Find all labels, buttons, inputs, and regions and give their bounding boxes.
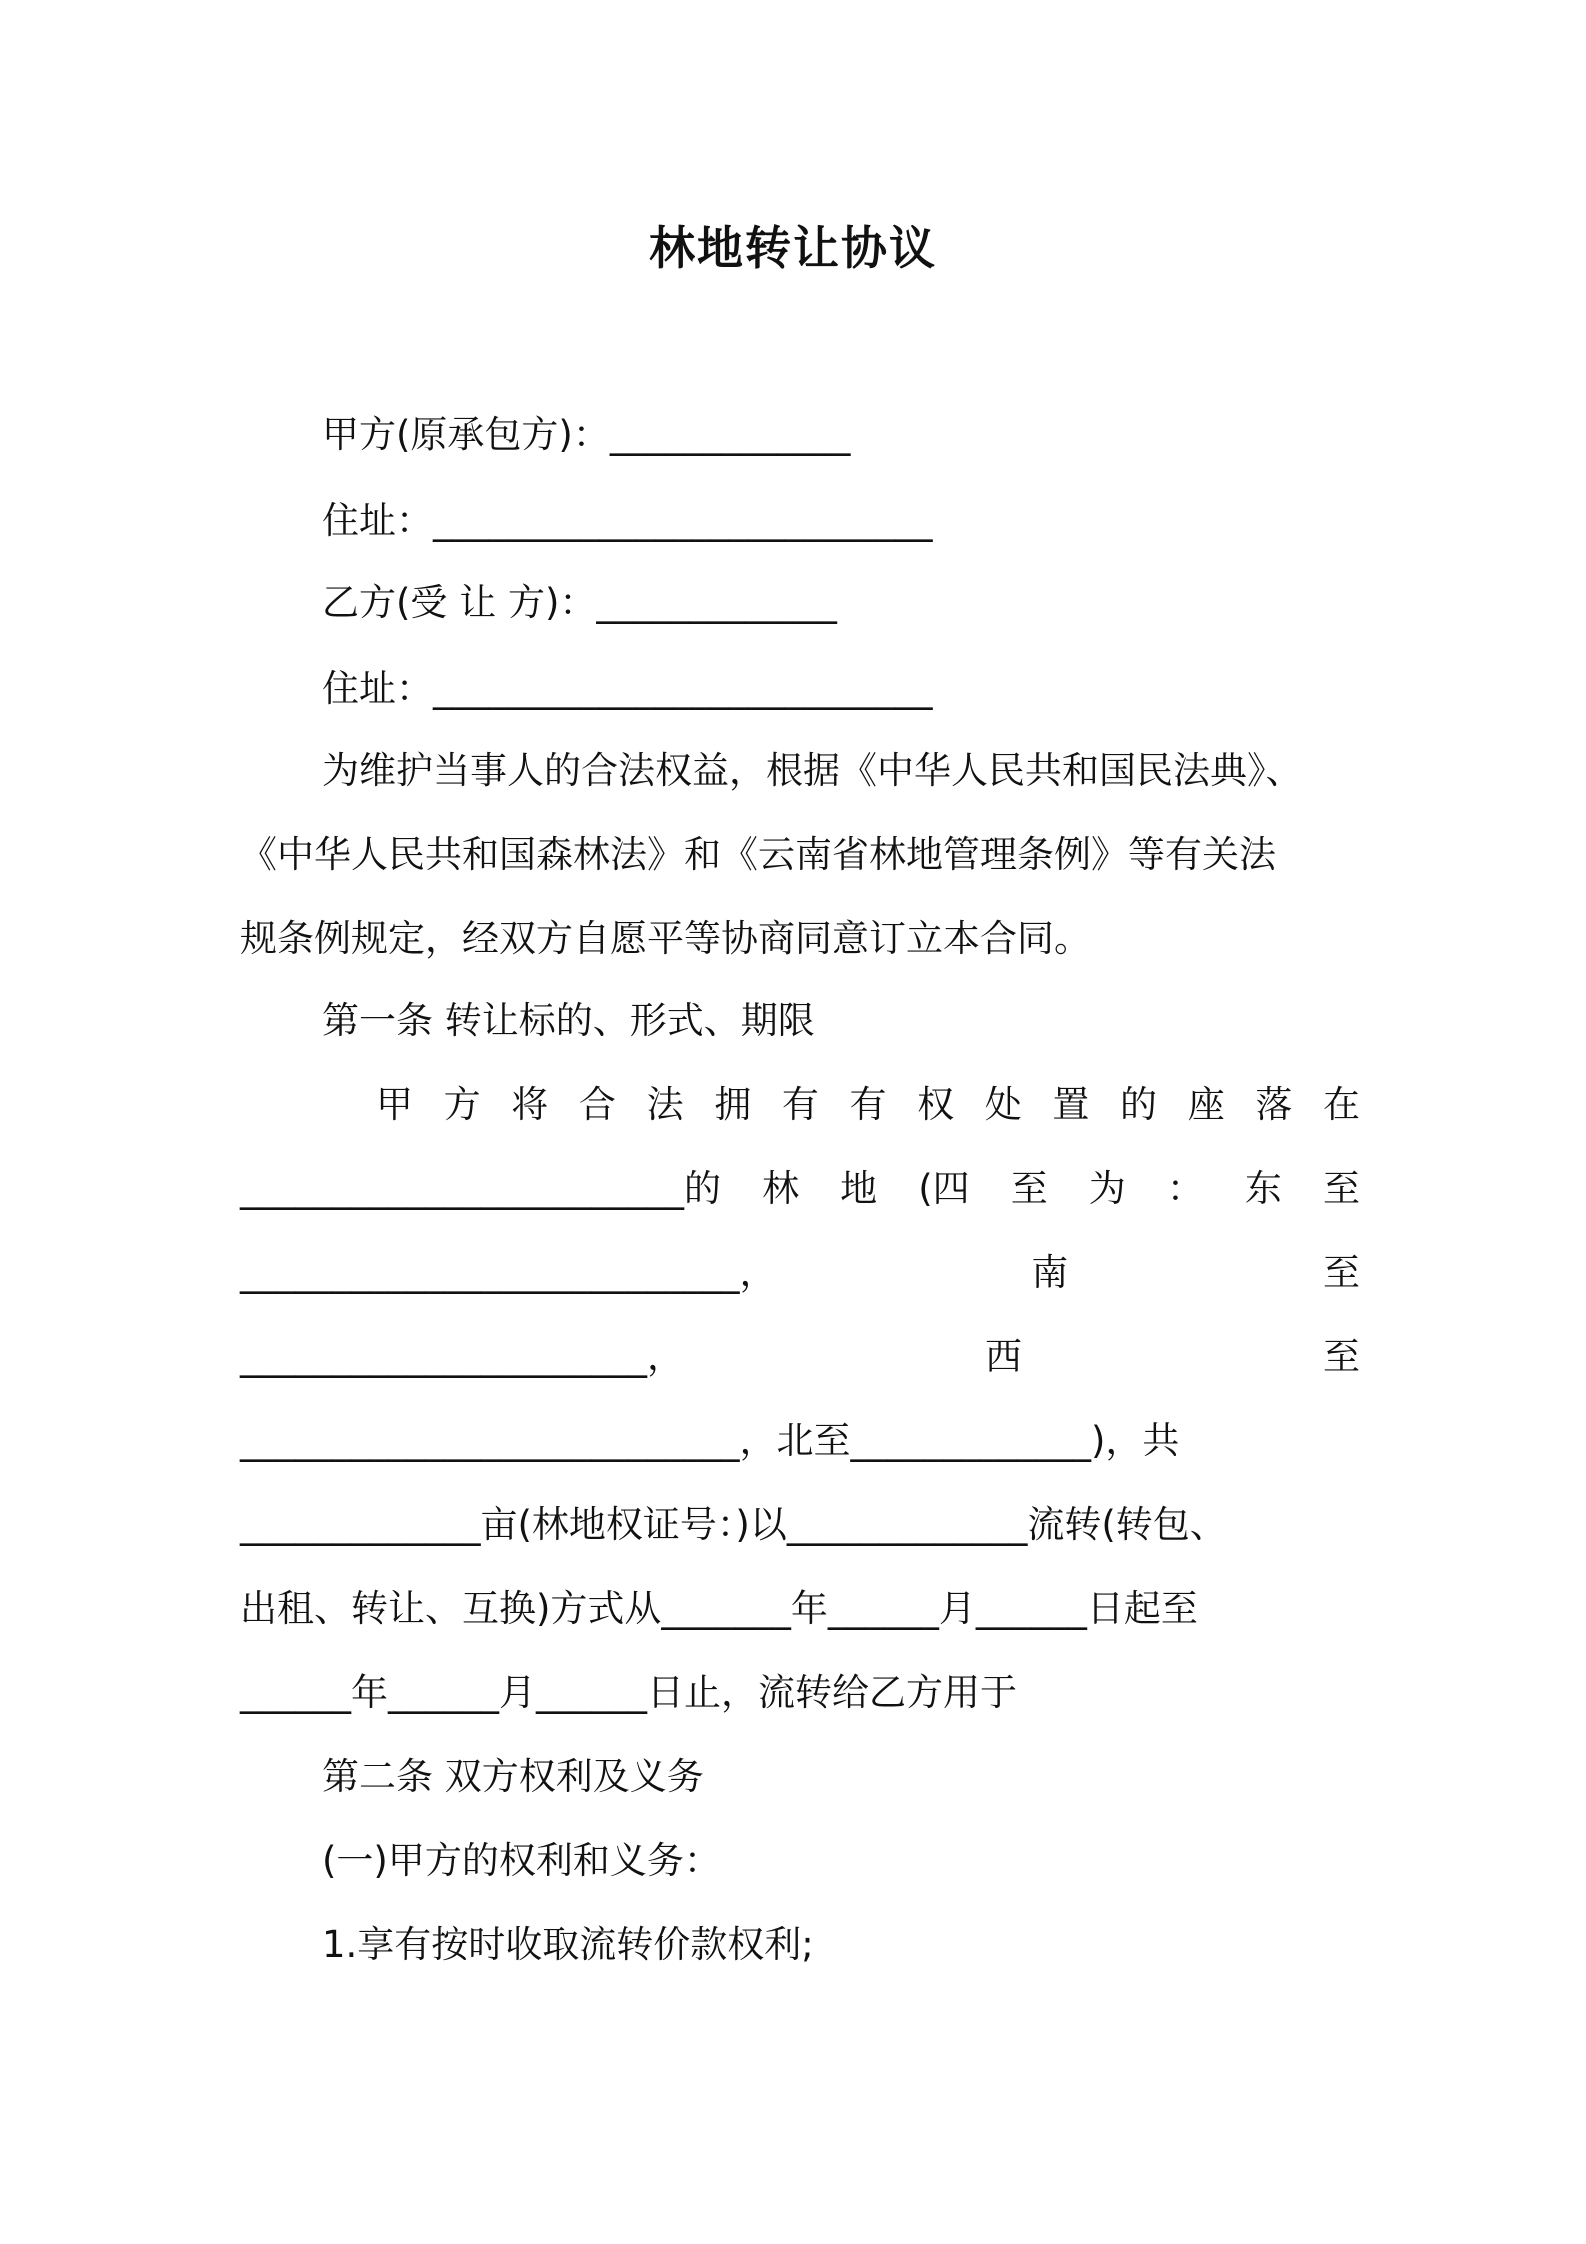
article1-word: 地 [840,1167,878,1210]
party-b-address-line: 住址：___________________________ [322,667,933,710]
article1-word: 在 [1322,1083,1360,1126]
article1-word: 合 [578,1083,616,1126]
article1-word: 林 [762,1167,800,1210]
preamble-line-3: 规条例规定，经双方自愿平等协商同意订立本合同。 [240,917,1091,960]
party-a-line: 甲方(原承包方)：_____________ [322,413,851,456]
article1-line-2 [240,1164,1360,1214]
article1-word: ______________________， [240,1335,684,1378]
article1-word: 权 [917,1083,955,1126]
article1-word: 甲 [376,1083,413,1126]
article1-line-4 [240,1332,1360,1382]
article1-word: 落 [1255,1083,1293,1126]
document-title: 林地转让协议 [649,221,937,275]
article1-heading: 第一条 转让标的、形式、期限 [322,999,815,1042]
article1-word: 法 [646,1083,684,1126]
article1-line-3 [240,1248,1360,1298]
article1-word: 拥 [714,1083,752,1126]
article1-line-1 [376,1080,1360,1130]
article1-word: 方 [443,1083,481,1126]
article1-line-7: 出租、转让、互换)方式从_______年______月______日起至 [240,1587,1198,1630]
preamble-line-2: 《中华人民共和国森林法》和《云南省林地管理条例》等有关法 [240,833,1276,876]
party-b-line: 乙方(受 让 方)：_____________ [322,581,837,624]
article1-line-8: ______年______月______日止，流转给乙方用于 [240,1671,1017,1714]
article1-word: 东 [1244,1167,1282,1210]
article1-word: 置 [1052,1083,1090,1126]
article1-word: 至 [1322,1167,1360,1210]
article1-word: 至 [1010,1167,1048,1210]
article1-word: 为 [1088,1167,1126,1210]
article1-line-5: ___________________________，北至_____________)，共 [240,1419,1180,1462]
article1-line-6: _____________亩(林地权证号：)以_____________流转(转包、 [240,1503,1227,1546]
article1-word: 南 [1031,1251,1069,1294]
article1-word: 西 [985,1335,1022,1378]
article1-word: ________________________的 [240,1167,721,1210]
article2-subheading: (一)甲方的权利和义务： [322,1839,721,1882]
article2-heading: 第二条 双方权利及义务 [322,1755,704,1798]
article1-word: 将 [511,1083,549,1126]
article1-word: 处 [984,1083,1022,1126]
article1-word: 的 [1120,1083,1158,1126]
article1-word: 至 [1323,1251,1360,1294]
article1-word: (四 [918,1167,970,1210]
preamble-line-1: 为维护当事人的合法权益，根据《中华人民共和国民法典》、 [322,749,1303,792]
article1-word: 至 [1323,1335,1360,1378]
article2-item-1: 1.享有按时收取流转价款权利; [322,1923,814,1966]
party-a-address-line: 住址：___________________________ [322,499,933,542]
article1-word: ___________________________， [240,1251,777,1294]
article1-word: 有 [849,1083,887,1126]
article1-word: 有 [781,1083,819,1126]
article1-word: ： [1166,1167,1204,1210]
article1-word: 座 [1187,1083,1225,1126]
